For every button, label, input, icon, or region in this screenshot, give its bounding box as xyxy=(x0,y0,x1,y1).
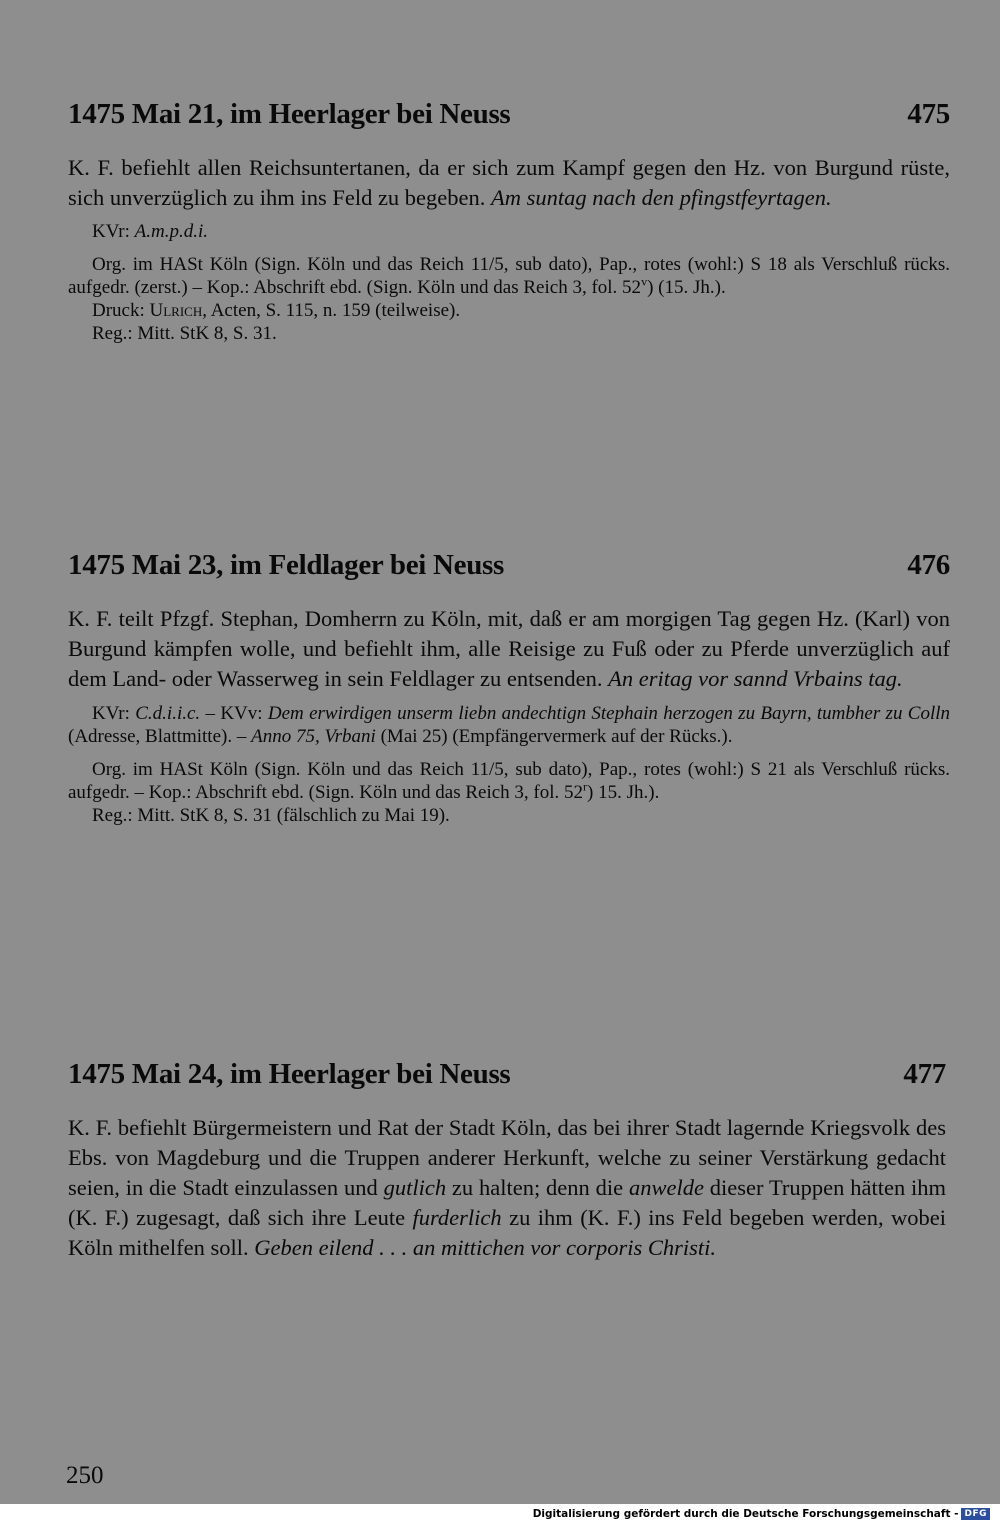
entry-date-place: 1475 Mai 21, im Heerlager bei Neuss xyxy=(68,98,511,130)
kanzleivermerk: KVr: A.m.p.d.i. xyxy=(92,221,209,242)
entry-heading xyxy=(68,98,950,131)
entry-date-place: 1475 Mai 24, im Heerlager bei Neuss xyxy=(68,1058,511,1090)
entry-476 xyxy=(68,549,950,827)
entry-summary: K. F. teilt Pfzgf. Stephan, Domherrn zu Köln, mit, daß er am morgigen Tag gegen Hz. (Karl) von Burgund kämpfen wolle, und befiehlt ihm, alle Reisige zu Fuß oder zu Pferde unverzüglich auf dem Land- oder Wasserweg in sein Feldlager zu entsenden. An eritag vor sannd Vrbains tag. xyxy=(68,606,950,691)
entry-number: 475 xyxy=(907,98,950,130)
overlieferung: Org. im HASt Köln (Sign. Köln und das Reich 11/5, sub dato), Pap., rotes (wohl:) S 18 als Verschluß rücks. aufgedr. (zerst.) – Kop.: Abschrift ebd. (Sign. Köln und das Reich 3, fol. 52$^v$) (15. Jh.). xyxy=(68,254,950,298)
entry-number: 477 xyxy=(903,1058,946,1090)
entry-477 xyxy=(68,1058,946,1263)
entry-apparatus xyxy=(68,702,950,827)
entry-heading xyxy=(68,1058,946,1091)
funding-note: Digitalisierung gefördert durch die Deutsche Forschungsgemeinschaft - xyxy=(532,1508,959,1520)
kanzleivermerk: KVr: C.d.i.i.c. – KVv: Dem erwirdigen unserm liebn andechtign Stephain herzogen zu Bayrn, tumbher zu Colln (Adresse, Blattmitte). – Anno 75, Vrbani (Mai 25) (Empfängervermerk auf der Rücks.). xyxy=(68,703,951,747)
entry-number: 476 xyxy=(907,549,950,581)
dfg-logo: DFG xyxy=(961,1508,990,1520)
overlieferung: Org. im HASt Köln (Sign. Köln und das Reich 11/5, sub dato), Pap., rotes (wohl:) S 21 als Verschluß rücks. aufgedr. – Kop.: Abschrift ebd. (Sign. Köln und das Reich 3, fol. 52$^r$) 15. Jh.). xyxy=(68,759,950,803)
entry-summary: K. F. befiehlt allen Reichsuntertanen, da er sich zum Kampf gegen den Hz. von Burgund rüste, sich unverzüglich zu ihm ins Feld zu begeben. Am suntag nach den pfingstfeyrtagen. xyxy=(68,155,950,210)
regest: Reg.: Mitt. StK 8, S. 31. xyxy=(92,323,277,344)
page-number: 250 xyxy=(66,1462,104,1489)
entry-475 xyxy=(68,98,950,345)
entry-heading xyxy=(68,549,950,582)
entry-date-place: 1475 Mai 23, im Feldlager bei Neuss xyxy=(68,549,505,581)
regest: Reg.: Mitt. StK 8, S. 31 (fälschlich zu Mai 19). xyxy=(92,805,450,826)
entry-summary: K. F. befiehlt Bürgermeistern und Rat der Stadt Köln, das bei ihrer Stadt lagernde Kriegsvolk des Ebs. von Magdeburg und die Truppen anderer Herkunft, welche zu seiner Verstärkung gedacht seien, in die Stadt einzulassen und gutlich zu halten; denn die anwelde dieser Truppen hätten ihm (K. F.) zugesagt, daß sich ihre Leute furderlich zu ihm (K. F.) ins Feld begeben werden, wobei Köln mithelfen soll. Geben eilend . . . an mittichen vor corporis Christi. xyxy=(68,1115,947,1260)
funding-footer xyxy=(533,1508,990,1520)
druck: Druck: Ulrich, Acten, S. 115, n. 159 (teilweise). xyxy=(92,300,461,321)
entry-apparatus xyxy=(68,220,950,345)
